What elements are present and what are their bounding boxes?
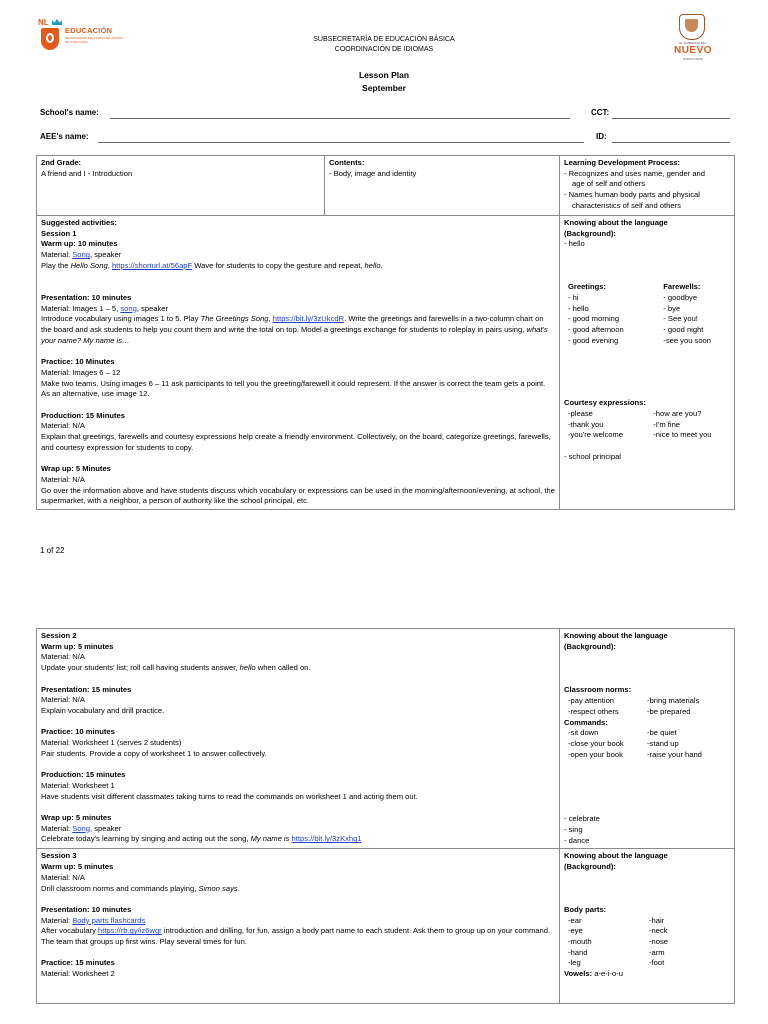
s2-production-material: Material: Worksheet 1 bbox=[41, 780, 115, 790]
extra-item: - celebrate bbox=[564, 814, 600, 824]
school-name-label: School's name: bbox=[40, 108, 99, 117]
farewells-list bbox=[663, 282, 730, 346]
commands-list-b bbox=[647, 728, 730, 760]
nl-crown-icon bbox=[52, 19, 62, 25]
body-part-item: -nose bbox=[649, 936, 668, 946]
language-subtitle: (Background): bbox=[564, 641, 616, 651]
coat-of-arms-icon bbox=[679, 14, 705, 40]
contents-label: Contents: bbox=[329, 158, 365, 167]
education-logo-title: EDUCACIÓN bbox=[65, 26, 113, 35]
s2-practice-material: Material: Worksheet 1 (serves 2 students) bbox=[41, 738, 182, 747]
header-line-1: SUBSECRETARÍA DE EDUCACIÓN BÁSICA bbox=[313, 36, 455, 43]
s1-wrapup-text: Go over the information above and have students discuss which vocabulary or expressions can be used in the morning/afternoon/evening, at school, the supermarket, with a neighbor, a person of authority like the school principal, etc. bbox=[41, 485, 555, 506]
school-name-field[interactable] bbox=[110, 118, 570, 119]
classroom-norms-title: Classroom norms: bbox=[564, 685, 632, 695]
ldp-label: Learning Development Process: bbox=[564, 158, 681, 167]
body-parts-list-a bbox=[568, 916, 649, 970]
norm-item: -bring materials bbox=[647, 696, 700, 706]
ldp-item: - Recognizes and uses name, gender and bbox=[564, 168, 705, 178]
courtesy-item: -you're welcome bbox=[568, 430, 624, 440]
body-part-item: -ear bbox=[568, 915, 582, 925]
session1-row bbox=[37, 216, 735, 510]
courtesy-item: -I'm fine bbox=[653, 419, 681, 429]
s2-practice-text: Pair students. Provide a copy of worksheet 1 to answer collectively. bbox=[41, 748, 267, 758]
header-line-2: COORDINACIÓN DE IDIOMAS bbox=[334, 46, 434, 53]
norm-item: -pay attention bbox=[568, 696, 615, 706]
s1-presentation-material: Material: Images 1 – 5, song, speaker bbox=[41, 303, 169, 313]
s1-warmup-text: Play the Hello Song, https://shorturl.at/56apF Wave for students to copy the gesture and repeat, hello. bbox=[41, 260, 383, 270]
nuevo-leon-logo-top: EL GOBIERNO DEL bbox=[679, 41, 707, 45]
session2-activities bbox=[37, 629, 560, 849]
norms-list-b bbox=[647, 696, 730, 717]
s1-wrapup-material: Material: N/A bbox=[41, 474, 85, 484]
command-item: -be quiet bbox=[647, 728, 677, 738]
body-part-item: -eye bbox=[568, 926, 583, 936]
language-subtitle: (Background): bbox=[564, 228, 616, 238]
song-link[interactable]: song bbox=[120, 303, 137, 313]
farewell-item: - good night bbox=[663, 324, 704, 334]
s1-presentation-text: Introduce vocabulary using images 1 to 5. Play The Greetings Song, https://bit.ly/3zUkcdR. Write the greetings and farewells in a two-column chart on the board and ask students to help you count them and write the total on top. Model a greetings exchange for students to roleplay in pairs using, what's your name? My name is… bbox=[41, 314, 548, 345]
command-item: -close your book bbox=[568, 738, 624, 748]
body-part-item: -hand bbox=[568, 947, 588, 957]
commands-list-a bbox=[568, 728, 647, 760]
grade-cell bbox=[37, 156, 325, 216]
greetings-title: Greetings: bbox=[568, 282, 606, 292]
language-subtitle: (Background): bbox=[564, 862, 616, 872]
body-parts-flashcards-link[interactable]: Body parts flashcards bbox=[72, 915, 146, 925]
education-logo-subtitle: SECRETARÍA DE EDUCACIÓN DEL ESTADO DE NUEVO LEÓN bbox=[65, 36, 123, 44]
farewells-title: Farewells: bbox=[663, 282, 701, 292]
suggested-activities-heading: Suggested activities: bbox=[41, 218, 117, 227]
page-number: 1 of 22 bbox=[40, 546, 65, 555]
s3-presentation-title: Presentation: 10 minutes bbox=[41, 904, 132, 914]
document-subtitle: September bbox=[362, 83, 406, 93]
courtesy-item: -nice to meet you bbox=[653, 430, 712, 440]
greetings-list bbox=[568, 282, 663, 346]
s2-production-title: Production: 15 minutes bbox=[41, 770, 126, 780]
courtesy-title: Courtesy expressions: bbox=[564, 398, 646, 408]
s2-production-text: Have students visit different classmates taking turns to read the commands on worksheet 1 and acting them out. bbox=[41, 791, 418, 801]
body-parts bbox=[564, 916, 730, 970]
command-item: -open your book bbox=[568, 749, 623, 759]
body-part-item: -arm bbox=[649, 947, 665, 957]
my-name-is-link[interactable]: https://bit.ly/3zKxhq1 bbox=[291, 834, 362, 844]
body-part-item: -leg bbox=[568, 958, 581, 968]
ldp-cell bbox=[560, 156, 735, 216]
s2-presentation-title: Presentation: 15 minutes bbox=[41, 684, 132, 694]
greeting-item: - good evening bbox=[568, 335, 619, 345]
s2-wrapup-material: Material: Song, speaker bbox=[41, 823, 122, 833]
contents-cell bbox=[325, 156, 560, 216]
language-school-principal: - school principal bbox=[564, 451, 621, 461]
nuevo-leon-logo-main: NUEVO bbox=[673, 45, 713, 56]
extra-item: - sing bbox=[564, 825, 583, 835]
s2-wrapup-title: Wrap up: 5 minutes bbox=[41, 812, 112, 822]
greeting-item: - hello bbox=[568, 303, 589, 313]
contents-value: - Body, image and identity bbox=[329, 168, 417, 178]
s1-practice-text: Make two teams. Using images 6 – 11 ask participants to tell you the greeting/farewell it could represent. If the answer is correct the team gets a point. As an alternative, use image 12. bbox=[41, 378, 546, 399]
greetings-song-link[interactable]: https://bit.ly/3zUkcdR bbox=[272, 314, 345, 324]
language-title: Knowing about the language bbox=[564, 218, 668, 227]
session3-language bbox=[560, 849, 735, 1004]
s2-warmup-material: Material: N/A bbox=[41, 652, 85, 662]
greeting-item: - good morning bbox=[568, 314, 620, 324]
body-part-item: -hair bbox=[649, 915, 665, 925]
s1-production-text: Explain that greetings, farewells and courtesy expressions help create a friendly environment. Collectively, on the board, categorize greetings, farewells, and courtesy expression for students to copy. bbox=[41, 432, 551, 452]
farewell-item: - goodbye bbox=[663, 292, 698, 302]
body-part-item: -foot bbox=[649, 958, 665, 968]
norm-item: -be prepared bbox=[647, 706, 691, 716]
session1-language bbox=[560, 216, 735, 510]
courtesy-list-b bbox=[653, 409, 730, 441]
s1-warmup-material: Material: Song, speaker bbox=[41, 250, 122, 260]
cct-field[interactable] bbox=[612, 118, 730, 119]
session3-title: Session 3 bbox=[41, 851, 77, 861]
command-item: -sit down bbox=[568, 728, 599, 738]
greetings-farewells bbox=[564, 282, 730, 346]
farewell-item: - See you! bbox=[663, 314, 698, 324]
s2-warmup-title: Warm up: 5 minutes bbox=[41, 641, 114, 651]
id-field[interactable] bbox=[612, 142, 730, 143]
session2-title: Session 2 bbox=[41, 631, 77, 640]
song-link[interactable]: Song bbox=[72, 823, 90, 833]
vocabulary-link[interactable]: https://rb.gy/iz6wgr bbox=[97, 926, 162, 936]
info-row bbox=[37, 156, 735, 216]
s2-wrapup-text: Celebrate today's learning by singing and acting out the song, My name is https://bit.ly/3zKxhq1 bbox=[41, 834, 362, 844]
s2-presentation-text: Explain vocabulary and drill practice. bbox=[41, 705, 165, 715]
aee-name-field[interactable] bbox=[98, 142, 584, 143]
lesson-table-page2 bbox=[36, 628, 735, 1004]
s3-practice-material: Material: Worksheet 2 bbox=[41, 969, 115, 979]
extra-item: - dance bbox=[564, 835, 590, 845]
s1-practice-title: Practice: 10 Minutes bbox=[41, 357, 115, 367]
s1-practice-material: Material: Images 6 – 12 bbox=[41, 367, 121, 377]
session1-activities bbox=[37, 216, 560, 510]
hello-song-link[interactable]: https://shorturl.at/56apF bbox=[111, 260, 193, 270]
farewell-item: - bye bbox=[663, 303, 681, 313]
ldp-item: age of self and others bbox=[572, 179, 646, 189]
language-title: Knowing about the language bbox=[564, 851, 668, 861]
courtesy-item: -how are you? bbox=[653, 409, 702, 419]
language-title: Knowing about the language bbox=[564, 631, 668, 640]
aee-name-label: AEE's name: bbox=[40, 132, 89, 141]
grade-label: 2nd Grade: bbox=[41, 158, 82, 167]
courtesy-list-a bbox=[568, 409, 653, 441]
body-part-item: -mouth bbox=[568, 936, 592, 946]
farewell-item: -see you soon bbox=[663, 335, 711, 345]
s2-practice-title: Practice: 10 minutes bbox=[41, 727, 115, 737]
s2-presentation-material: Material: N/A bbox=[41, 695, 85, 705]
courtesy-item: -please bbox=[568, 409, 593, 419]
s1-production-title: Production: 15 Minutes bbox=[41, 410, 125, 420]
ldp-item: - Names human body parts and physical bbox=[564, 190, 700, 200]
courtesy-expressions bbox=[564, 409, 730, 441]
grade-value: A friend and I - Introduction bbox=[41, 168, 133, 178]
body-parts-title: Body parts: bbox=[564, 904, 607, 914]
body-parts-list-b bbox=[649, 916, 730, 970]
greeting-item: - good afternoon bbox=[568, 324, 624, 334]
norms-list-a bbox=[568, 696, 647, 717]
nl-logo-icon: NL bbox=[38, 18, 49, 27]
nuevo-leon-logo-sub: NUEVO LEÓN bbox=[683, 57, 703, 61]
s3-presentation-text: After vocabulary https://rb.gy/iz6wgr introduction and drilling, for fun, assign a body part name to each student. Ask them to group up on your command. The team that groups up first wins. Play several times for fun. bbox=[41, 926, 551, 947]
s3-practice-title: Practice: 15 minutes bbox=[41, 958, 115, 968]
session2-language bbox=[560, 629, 735, 849]
s2-warmup-text: Update your students' list; roll call having students answer, hello when called on. bbox=[41, 663, 311, 673]
norm-item: -respect others bbox=[568, 706, 619, 716]
song-link[interactable]: Song bbox=[72, 250, 90, 260]
ldp-item: characteristics of self and others bbox=[572, 200, 681, 210]
vowels: Vowels: a-e-i-o-u bbox=[564, 969, 623, 979]
nuevo-leon-logo bbox=[666, 14, 720, 64]
lesson-table-page1 bbox=[36, 155, 735, 510]
s3-presentation-material: Material: Body parts flashcards bbox=[41, 915, 146, 925]
session1-title: Session 1 bbox=[41, 228, 77, 238]
session2-row bbox=[37, 629, 735, 849]
s1-warmup-title: Warm up: 10 minutes bbox=[41, 239, 118, 249]
s3-warmup-material: Material: N/A bbox=[41, 872, 85, 882]
session3-row bbox=[37, 849, 735, 1004]
command-item: -stand up bbox=[647, 738, 679, 748]
cct-label: CCT: bbox=[591, 108, 610, 117]
s1-presentation-title: Presentation: 10 minutes bbox=[41, 292, 132, 302]
body-part-item: -neck bbox=[649, 926, 668, 936]
s1-production-material: Material: N/A bbox=[41, 421, 85, 431]
s3-warmup-title: Warm up: 5 minutes bbox=[41, 862, 114, 872]
courtesy-item: -thank you bbox=[568, 419, 604, 429]
language-background: - hello bbox=[564, 239, 585, 249]
classroom-norms bbox=[564, 696, 730, 717]
commands-title: Commands: bbox=[564, 717, 608, 727]
s3-warmup-text: Drill classroom norms and commands playing, Simon says. bbox=[41, 883, 240, 893]
command-item: -raise your hand bbox=[647, 749, 702, 759]
document-title: Lesson Plan bbox=[358, 70, 410, 80]
id-label: ID: bbox=[596, 132, 607, 141]
s1-wrapup-title: Wrap up: 5 Minutes bbox=[41, 464, 111, 474]
commands bbox=[564, 728, 730, 760]
session3-activities bbox=[37, 849, 560, 1004]
greeting-item: - hi bbox=[568, 292, 579, 302]
